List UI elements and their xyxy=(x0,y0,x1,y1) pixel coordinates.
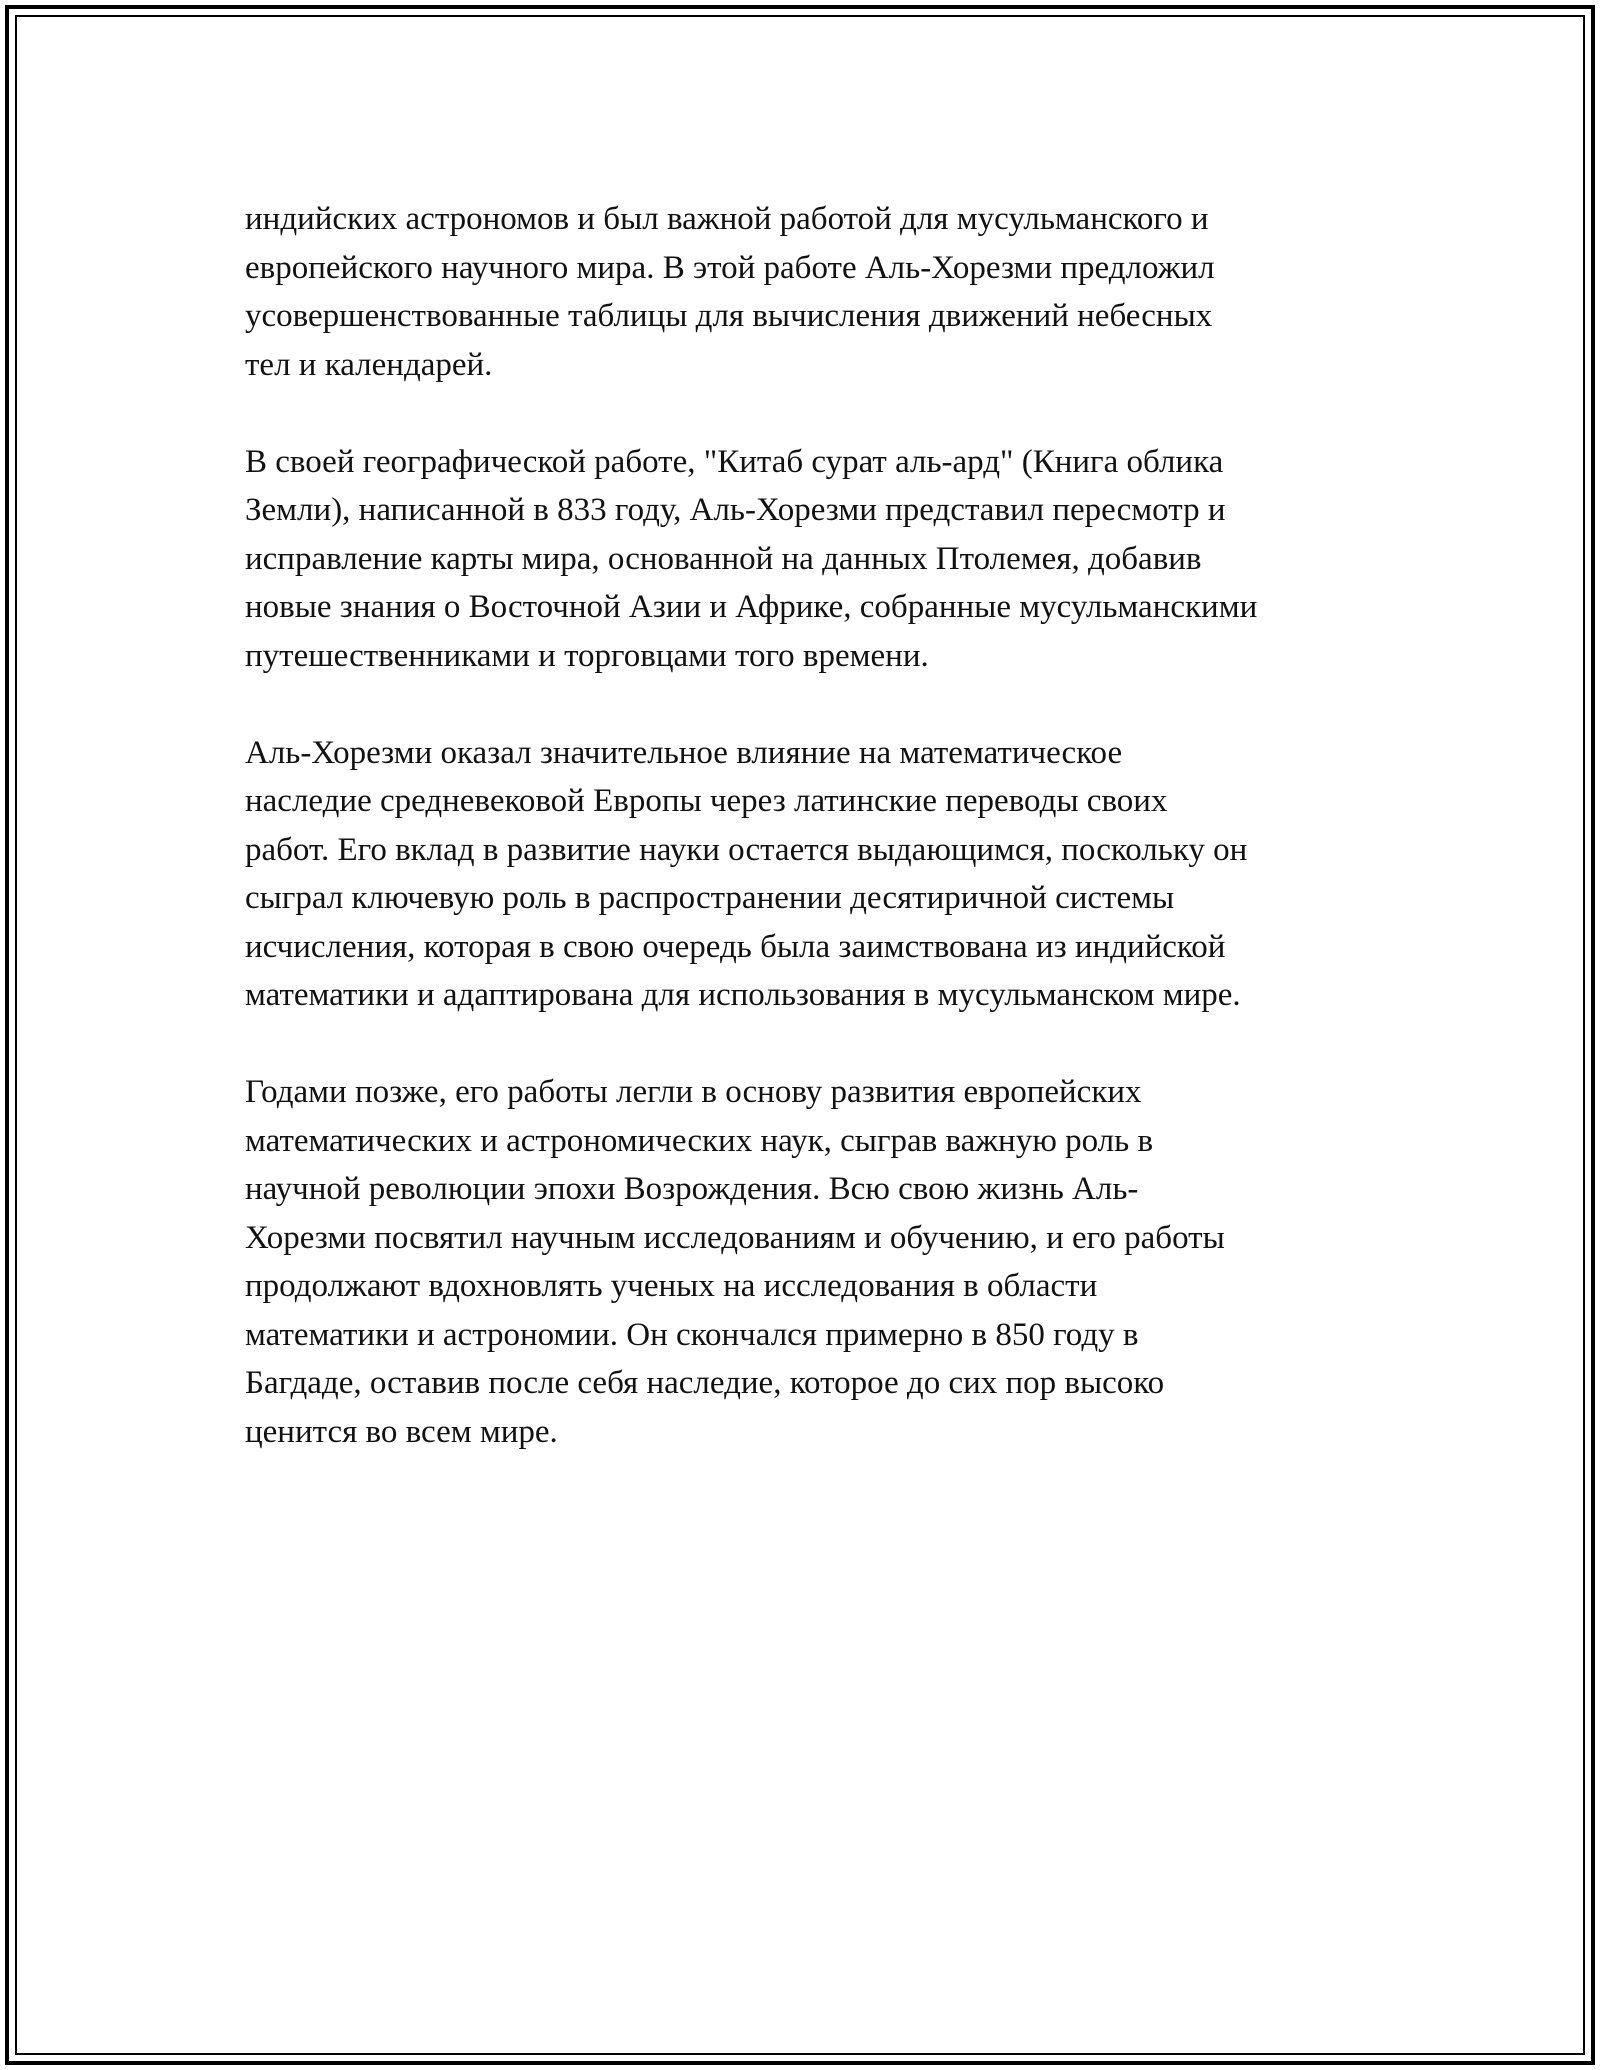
text-line: индийских астрономов и был важной работой для мусульманского и xyxy=(245,201,1209,237)
text-line: сыграл ключевую роль в распространении десятиричной системы xyxy=(245,880,1175,916)
text-line: Багдаде, оставив после себя наследие, которое до сих пор высоко xyxy=(245,1365,1165,1401)
paragraph-3 xyxy=(245,729,1395,1020)
text-line: путешественниками и торговцами того времени. xyxy=(245,637,929,674)
text-line: исчисления, которая в свою очередь была заимствована из индийской xyxy=(245,928,1226,965)
text-line: исправление карты мира, основанной на данных Птолемея, добавив xyxy=(245,540,1202,577)
document-body xyxy=(245,195,1395,1505)
text-line: новые знания о Восточной Азии и Африке, собранные мусульманскими xyxy=(245,589,1258,625)
text-line: продолжают вдохновлять ученых на исследования в области xyxy=(245,1268,1098,1304)
paragraph-4 xyxy=(245,1068,1395,1456)
text-line: тел и календарей. xyxy=(245,346,493,383)
page-border xyxy=(5,5,1595,2065)
text-line: математических и астрономических наук, сыграв важную роль в xyxy=(245,1122,1154,1159)
paragraph-2 xyxy=(245,438,1395,681)
text-line: научной революции эпохи Возрождения. Всю свою жизнь Аль- xyxy=(245,1171,1139,1207)
paragraph-1 xyxy=(245,195,1395,389)
text-line: математики и астрономии. Он скончался примерно в 850 году в xyxy=(245,1316,1139,1353)
text-line: математики и адаптирована для использования в мусульманском мире. xyxy=(245,977,1241,1013)
text-line: ценится во всем мире. xyxy=(245,1413,558,1450)
text-line: наследие средневековой Европы через латинские переводы своих xyxy=(245,783,1168,819)
text-line: Аль-Хорезми оказал значительное влияние на математическое xyxy=(245,734,1123,771)
text-line: работ. Его вклад в развитие науки остается выдающимся, поскольку он xyxy=(245,831,1248,868)
text-line: Хорезми посвятил научным исследованиям и обучению, и его работы xyxy=(245,1219,1225,1256)
text-line: Годами позже, его работы легли в основу развития европейских xyxy=(245,1074,1142,1110)
text-line: Земли), написанной в 833 году, Аль-Хорезми представил пересмотр и xyxy=(245,492,1226,528)
text-line: В своей географической работе, "Китаб сурат аль-ард" (Книга облика xyxy=(245,443,1224,480)
text-line: европейского научного мира. В этой работе Аль-Хорезми предложил xyxy=(245,249,1215,286)
text-line: усовершенствованные таблицы для вычисления движений небесных xyxy=(245,298,1213,334)
